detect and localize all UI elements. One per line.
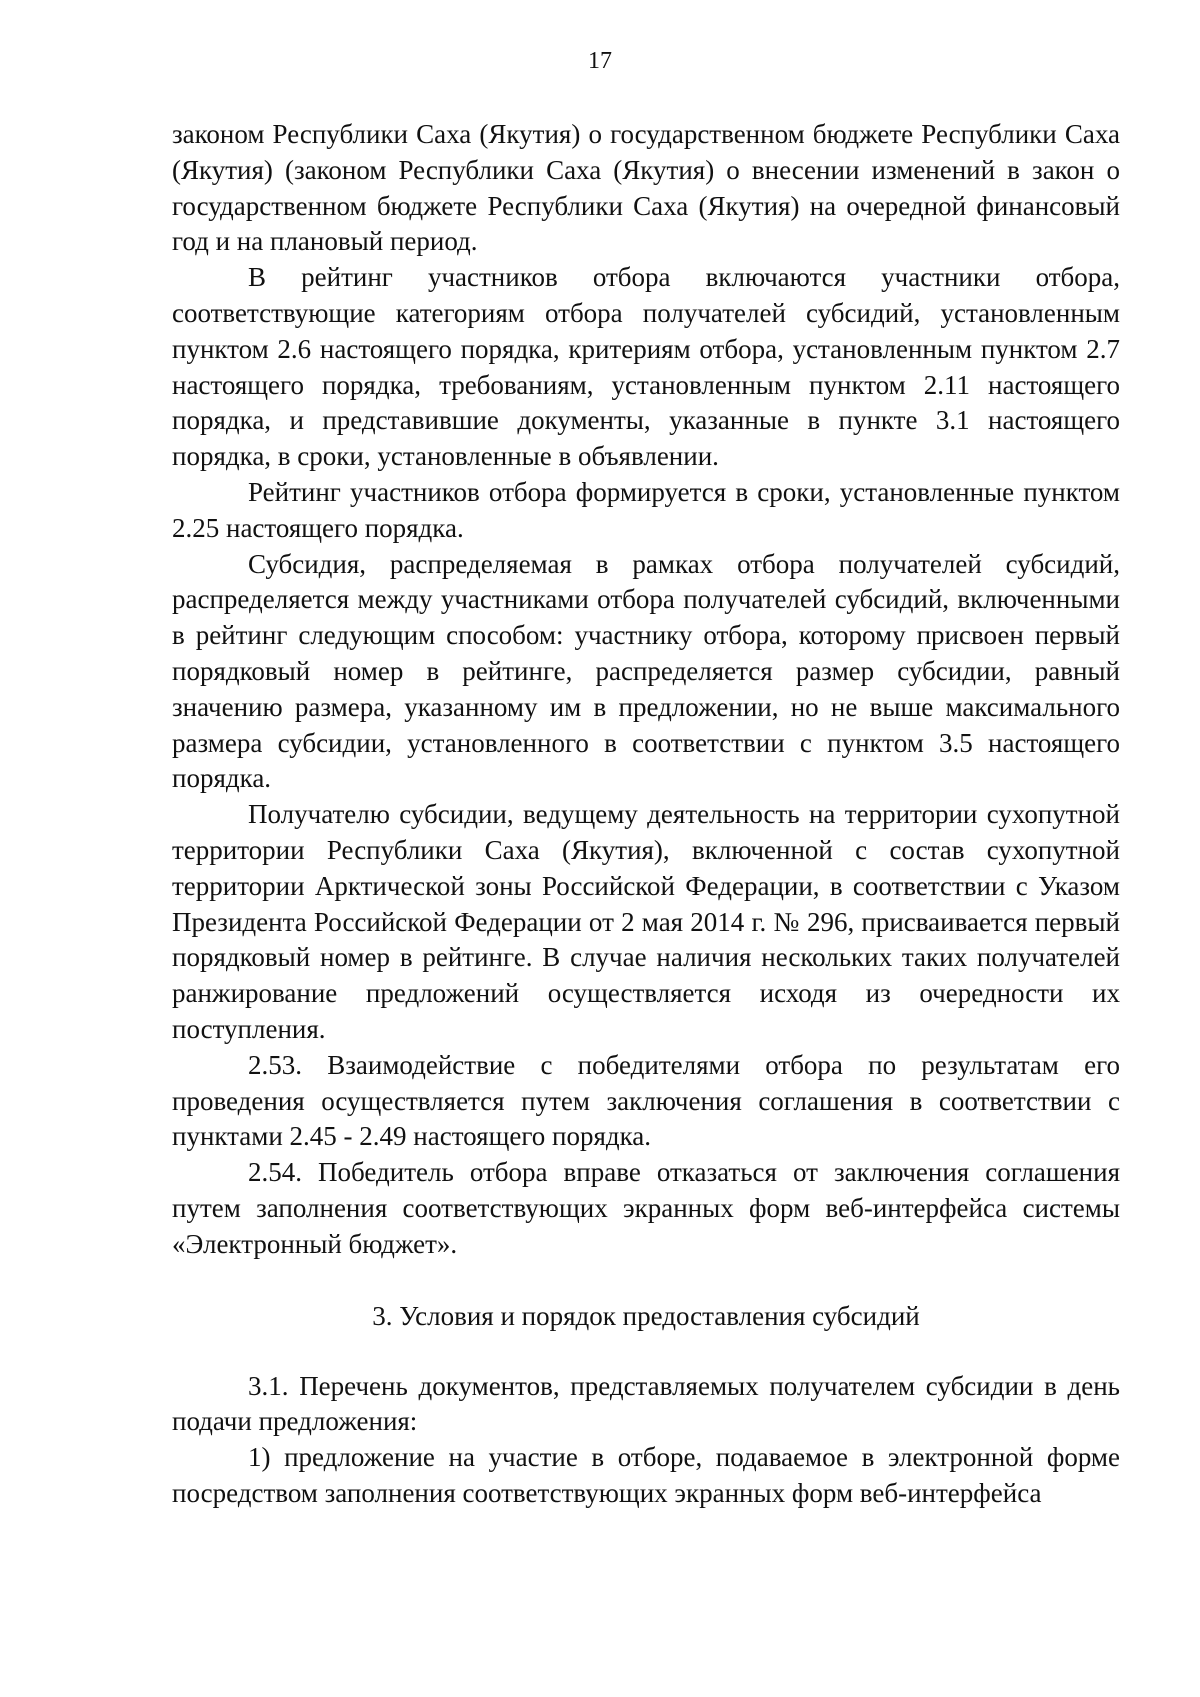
paragraph-rating-participants: В рейтинг участников отбора включаются участники отбора, соответствующие категориям отбора получателей субсидий, установленным пунктом 2.6 настоящего порядка, критериям отбора, установленным пунктом 2.7 настоящего порядка, требованиям, установленным пунктом 2.11 настоящего порядка, и представившие документы, указанные в пункте 3.1 настоящего порядка, в сроки, установленные в объявлении.: [172, 262, 1120, 472]
page-number: 17: [588, 48, 612, 74]
paragraph-3-1-item-1: 1) предложение на участие в отборе, подаваемое в электронной форме посредством заполнения соответствующих экранных форм веб-интерфейса: [172, 1442, 1120, 1508]
paragraph-subsidy-distribution: Субсидия, распределяемая в рамках отбора получателей субсидий, распределяется между участниками отбора получателей субсидий, включенными в рейтинг следующим способом: участнику отбора, которому присвоен первый порядковый номер в рейтинге, распределяется размер субсидии, равный значению размера, указанному им в предложении, но не выше максимального размера субсидии, установленного в соответствии с пунктом 3.5 настоящего порядка.: [172, 548, 1120, 794]
paragraph-2-53: 2.53. Взаимодействие с победителями отбора по результатам его проведения осуществляется путем заключения соглашения в соответствии с пунктами 2.45 - 2.49 настоящего порядка.: [172, 1049, 1120, 1152]
paragraph-2-54: 2.54. Победитель отбора вправе отказаться от заключения соглашения путем заполнения соответствующих экранных форм веб-интерфейса системы «Электронный бюджет».: [172, 1157, 1120, 1259]
paragraph-rating-deadline: Рейтинг участников отбора формируется в сроки, установленные пунктом 2.25 настоящего порядка.: [172, 476, 1120, 543]
section-heading-3: 3. Условия и порядок предоставления субсидий: [372, 1300, 920, 1331]
document-body: [172, 117, 1120, 1512]
paragraph-budget-law: законом Республики Саха (Якутия) о государственном бюджете Республики Саха (Якутия) (законом Республики Саха (Якутия) о внесении изменений в закон о государственном бюджете Республики Саха (Якутия) на очередной финансовый год и на плановый период.: [172, 119, 1120, 257]
paragraph-3-1: 3.1. Перечень документов, представляемых получателем субсидии в день подачи предложения:: [172, 1370, 1120, 1437]
paragraph-arctic-priority: Получателю субсидии, ведущему деятельность на территории сухопутной территории Республики Саха (Якутия), включенной с состав сухопутной территории Арктической зоны Российской Федерации, в соответствии с Указом Президента Российской Федерации от 2 мая 2014 г. № 296, присваивается первый порядковый номер в рейтинге. В случае наличия нескольких таких получателей ранжирование предложений осуществляется исходя из очередности их поступления.: [172, 799, 1120, 1044]
